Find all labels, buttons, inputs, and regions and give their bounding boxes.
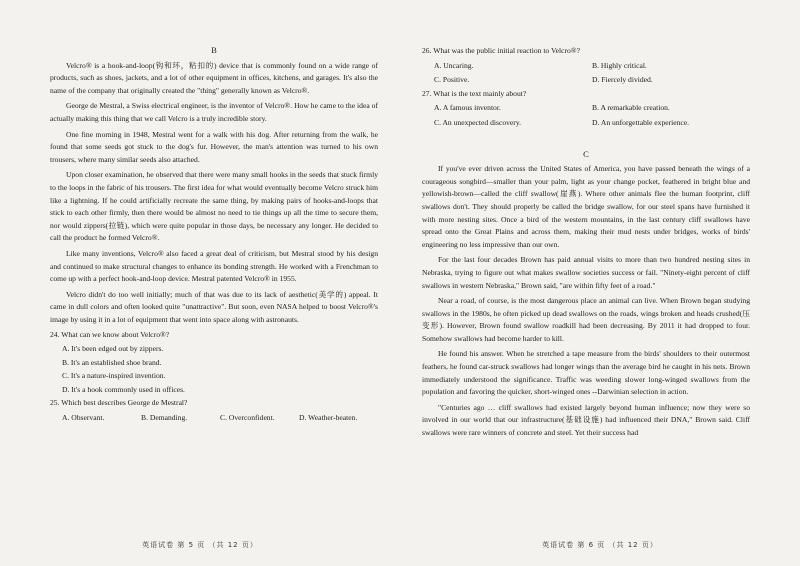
passage-c-paragraph: "Centuries ago … cliff swallows had existed largely beyond human influence; now they were so involved in our world that our infrastructure(基础设施) had influenced their DNA," Brown said. Cliff swallows were rare winners of concrete and steel. Yet their success had [422, 402, 750, 438]
section-b-title: B [211, 45, 217, 55]
page-footer-5: 英语试卷 第 5 页 （共 12 页） [142, 541, 258, 550]
passage-b-paragraph: Upon closer examination, he observed that there were many small hooks in the seeds that stuck firmly to the loops in the fabric of his trousers. The first idea for what would eventually become Velcro struck him like a lightning. If he could artificially recreate the same thing, by making pairs of hooks-and-loops that stick to each other firmly, then there would be almost no need to tie things up all the time to secure them, nor would zippers(拉链), which were quite popular in those days, be necessary any longer. He decided to call the product he formed Velcro®. [50, 170, 378, 243]
options-27-row2 [434, 117, 750, 130]
option-27a: A. A famous inventor. [434, 103, 501, 113]
options-26-row2 [434, 74, 750, 87]
option-24c: C. It's a nature-inspired invention. [62, 371, 166, 381]
option-27b: B. A remarkable creation. [592, 103, 670, 113]
option-25c: C. Overconfident. [220, 413, 275, 423]
options-27-row1 [434, 102, 750, 115]
passage-b-paragraph: One fine morning in 1948, Mestral went for a walk with his dog. After returning from the walk, he found that some seeds got stuck to the dog's fur. However, the man's attention was turned to his own trousers, where many similar seeds also attached. [50, 129, 378, 164]
option-25b: B. Demanding. [141, 413, 188, 423]
passage-b-paragraph: George de Mestral, a Swiss electrical engineer, is the inventor of Velcro®. How he came to the idea of actually making this thing that we call Velcro is a truly incredible story. [50, 101, 378, 123]
option-25a: A. Observant. [62, 413, 105, 423]
option-24d: D. It's a hook commonly used in offices. [62, 384, 185, 394]
question-27: 27. What is the text mainly about? [422, 88, 527, 98]
options-25 [62, 412, 378, 425]
passage-b-paragraph: Velcro® is a hook-and-loop(钩和环，粘扣的) device that is commonly found on a wide range of products, such as shoes, jackets, and a lot of other equipment in offices, kitchens, and garages. It's also the name of the company that originally created the "thing" generally known as Velcro®. [50, 60, 378, 95]
passage-c-paragraph: He found his answer. When he stretched a tape measure from the birds' shoulders to their outermost feathers, he found car-struck swallows had longer wings than the average bird he caught in his nets. Brown immediately understood the significance. Traffic was weeding slower long-winged swallows from the population and favoring the quicker, short-winged ones --Darwinian selection in action. [422, 349, 750, 397]
passage-c-paragraph: If you've ever driven across the United States of America, you have passed beneath the wings of a courageous songbird—smaller than your palm, light as your change pocket, feathered in bright blue and yellowish-brown—called the cliff swallow(崖燕). Where other animals flee the human footprint, cliff swallows don't. They should properly be called the bridge swallow, for our steel spans have furnished it with more nesting sites. Once a bird of the western mountains, in the last century cliff swallows have spread onto the Great Plains and across them, making their mud nests under bridges, works of birds' engineering no less impressive than our own. [422, 164, 750, 249]
question-25: 25. Which best describes George de Mestral? [50, 398, 188, 408]
right-page [400, 0, 800, 566]
passage-c-paragraph: For the last four decades Brown has paid annual visits to more than two hundred nesting sites in Nebraska, trying to figure out what makes swallow societies success or fail. "Ninety-eight percent of cliff swallows in western Nebraska," Brown said, "are within fifty feet of a road." [422, 255, 750, 290]
option-24a: A. It's been edged out by zippers. [62, 344, 164, 354]
option-26d: D. Fiercely divided. [592, 75, 653, 85]
passage-c-paragraph: Near a road, of course, is the most dangerous place an animal can live. When Brown began studying swallows in the 1980s, he often picked up dead swallows on the roads, wings broken and heads crushed(压变形). However, Brown found swallow roadkill had been decreasing. By 2011 it had dropped to four. Somehow swallows had become harder to kill. [422, 296, 750, 343]
question-24: 24. What can we know about Velcro®? [50, 330, 170, 340]
option-26b: B. Highly critical. [592, 60, 647, 70]
option-24b: B. It's an established shoe brand. [62, 357, 162, 367]
option-27d: D. An unforgettable experience. [592, 117, 690, 127]
option-25d: D. Weather-beaten. [299, 413, 358, 423]
section-c-title: C [583, 148, 589, 159]
question-26: 26. What was the public initial reaction to Velcro®? [422, 46, 580, 55]
options-26-row1 [434, 60, 750, 73]
option-26c: C. Positive. [434, 75, 470, 85]
passage-b-paragraph: Velcro didn't do too well initially; much of that was due to its lack of aesthetic(美学的) appeal. It came in dull colors and often looked quite "unattractive". But soon, even NASA helped to boost Velcro®'s image by using it in a lot of equipment that went into space along with astronauts. [50, 289, 378, 324]
page-footer-6: 英语试卷 第 6 页 （共 12 页） [542, 541, 658, 550]
option-26a: A. Uncaring. [434, 60, 474, 70]
option-27c: C. An unexpected discovery. [434, 117, 522, 127]
passage-b-paragraph: Like many inventions, Velcro® also faced a great deal of criticism, but Mestral stood by his design and continued to make structural changes to enhance its bonding strength. He worked with a Frenchman to come up with a perfect hook-and-loop device. Mestral patented Velcro® in 1955. [50, 248, 378, 284]
